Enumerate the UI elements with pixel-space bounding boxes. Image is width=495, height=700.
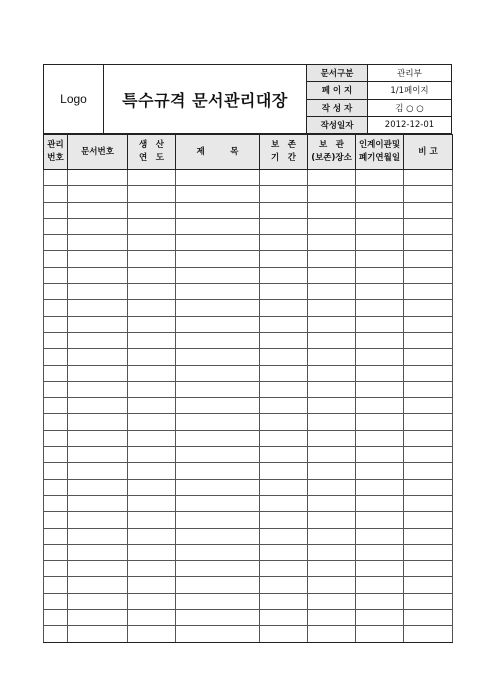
table-cell[interactable] bbox=[176, 267, 260, 283]
table-cell[interactable] bbox=[260, 577, 308, 593]
table-cell[interactable] bbox=[176, 398, 260, 414]
table-row bbox=[44, 170, 453, 186]
table-header-row bbox=[44, 135, 453, 170]
table-cell[interactable] bbox=[404, 626, 453, 642]
table-cell[interactable] bbox=[356, 349, 404, 365]
table-cell[interactable] bbox=[128, 267, 176, 283]
column-header-year: 생 산 연 도 bbox=[128, 135, 176, 170]
table-cell[interactable] bbox=[44, 381, 68, 397]
table-cell[interactable] bbox=[68, 316, 128, 332]
table-cell[interactable] bbox=[260, 528, 308, 544]
table-cell[interactable] bbox=[356, 251, 404, 267]
register-table bbox=[43, 134, 453, 643]
table-row bbox=[44, 610, 453, 626]
table-cell[interactable] bbox=[260, 479, 308, 495]
table-row bbox=[44, 463, 453, 479]
table-cell[interactable] bbox=[128, 626, 176, 642]
table-row bbox=[44, 300, 453, 316]
table-cell[interactable] bbox=[308, 495, 356, 511]
meta-label: 문서구분 bbox=[307, 65, 368, 81]
table-row bbox=[44, 430, 453, 446]
table-cell[interactable] bbox=[176, 463, 260, 479]
column-header-remarks: 비 고 bbox=[404, 135, 453, 170]
table-cell[interactable] bbox=[260, 251, 308, 267]
table-cell[interactable] bbox=[68, 300, 128, 316]
table-cell[interactable] bbox=[308, 398, 356, 414]
column-header-title: 제 목 bbox=[176, 135, 260, 170]
table-row bbox=[44, 512, 453, 528]
table-cell[interactable] bbox=[128, 365, 176, 381]
table-cell[interactable] bbox=[356, 332, 404, 348]
table-body bbox=[44, 170, 453, 643]
table-cell[interactable] bbox=[404, 251, 453, 267]
table-cell[interactable] bbox=[356, 528, 404, 544]
table-cell[interactable] bbox=[68, 332, 128, 348]
table-cell[interactable] bbox=[308, 626, 356, 642]
table-cell[interactable] bbox=[260, 186, 308, 202]
table-cell[interactable] bbox=[356, 316, 404, 332]
table-cell[interactable] bbox=[260, 365, 308, 381]
table-row bbox=[44, 593, 453, 609]
table-cell[interactable] bbox=[128, 251, 176, 267]
table-cell[interactable] bbox=[44, 267, 68, 283]
table-cell[interactable] bbox=[44, 186, 68, 202]
table-cell[interactable] bbox=[404, 332, 453, 348]
table-cell[interactable] bbox=[356, 300, 404, 316]
table-cell[interactable] bbox=[68, 593, 128, 609]
document-header bbox=[43, 64, 452, 134]
table-cell[interactable] bbox=[128, 447, 176, 463]
table-cell[interactable] bbox=[356, 430, 404, 446]
table-cell[interactable] bbox=[308, 544, 356, 560]
table-cell[interactable] bbox=[128, 463, 176, 479]
table-cell[interactable] bbox=[128, 593, 176, 609]
table-cell[interactable] bbox=[308, 218, 356, 234]
table-cell[interactable] bbox=[356, 365, 404, 381]
table-cell[interactable] bbox=[404, 218, 453, 234]
table-cell[interactable] bbox=[176, 495, 260, 511]
table-cell[interactable] bbox=[68, 479, 128, 495]
table-cell[interactable] bbox=[44, 528, 68, 544]
table-cell[interactable] bbox=[44, 610, 68, 626]
table-cell[interactable] bbox=[128, 544, 176, 560]
table-cell[interactable] bbox=[308, 235, 356, 251]
table-cell[interactable] bbox=[68, 414, 128, 430]
table-cell[interactable] bbox=[308, 463, 356, 479]
table-cell[interactable] bbox=[404, 495, 453, 511]
table-cell[interactable] bbox=[404, 593, 453, 609]
table-cell[interactable] bbox=[356, 267, 404, 283]
table-cell[interactable] bbox=[68, 463, 128, 479]
table-cell[interactable] bbox=[176, 430, 260, 446]
table-cell[interactable] bbox=[176, 593, 260, 609]
table-cell[interactable] bbox=[68, 349, 128, 365]
table-cell[interactable] bbox=[128, 332, 176, 348]
table-cell[interactable] bbox=[68, 398, 128, 414]
table-cell[interactable] bbox=[128, 495, 176, 511]
table-cell[interactable] bbox=[128, 202, 176, 218]
table-cell[interactable] bbox=[44, 593, 68, 609]
table-cell[interactable] bbox=[260, 300, 308, 316]
table-cell[interactable] bbox=[404, 414, 453, 430]
meta-value: 김 ○ ○ bbox=[395, 103, 424, 114]
table-cell[interactable] bbox=[404, 300, 453, 316]
table-cell[interactable] bbox=[308, 316, 356, 332]
table-cell[interactable] bbox=[404, 365, 453, 381]
table-cell[interactable] bbox=[260, 398, 308, 414]
table-cell[interactable] bbox=[356, 235, 404, 251]
table-row bbox=[44, 561, 453, 577]
table-cell[interactable] bbox=[356, 561, 404, 577]
table-cell[interactable] bbox=[44, 170, 68, 186]
table-row bbox=[44, 251, 453, 267]
table-cell[interactable] bbox=[128, 561, 176, 577]
table-cell[interactable] bbox=[176, 479, 260, 495]
table-cell[interactable] bbox=[68, 284, 128, 300]
table-cell[interactable] bbox=[44, 251, 68, 267]
table-row bbox=[44, 495, 453, 511]
table-cell[interactable] bbox=[404, 577, 453, 593]
table-cell[interactable] bbox=[68, 202, 128, 218]
table-cell[interactable] bbox=[176, 528, 260, 544]
table-row bbox=[44, 267, 453, 283]
table-cell[interactable] bbox=[44, 218, 68, 234]
table-cell[interactable] bbox=[44, 544, 68, 560]
table-row bbox=[44, 626, 453, 642]
table-row bbox=[44, 365, 453, 381]
meta-value: 2012-12-01 bbox=[384, 119, 435, 130]
table-cell[interactable] bbox=[404, 561, 453, 577]
table-cell[interactable] bbox=[404, 381, 453, 397]
table-cell[interactable] bbox=[44, 577, 68, 593]
table-cell[interactable] bbox=[44, 284, 68, 300]
table-cell[interactable] bbox=[68, 170, 128, 186]
table-row bbox=[44, 479, 453, 495]
table-cell[interactable] bbox=[68, 430, 128, 446]
table-cell[interactable] bbox=[356, 170, 404, 186]
table-cell[interactable] bbox=[176, 512, 260, 528]
table-cell[interactable] bbox=[404, 398, 453, 414]
document-title: 특수규격 문서관리대장 bbox=[104, 65, 307, 133]
table-cell[interactable] bbox=[260, 463, 308, 479]
meta-row-author bbox=[307, 100, 451, 117]
table-cell[interactable] bbox=[308, 528, 356, 544]
table-cell[interactable] bbox=[404, 544, 453, 560]
table-cell[interactable] bbox=[176, 365, 260, 381]
table-cell[interactable] bbox=[68, 218, 128, 234]
table-cell[interactable] bbox=[44, 495, 68, 511]
table-cell[interactable] bbox=[68, 365, 128, 381]
table-cell[interactable] bbox=[68, 577, 128, 593]
table-cell[interactable] bbox=[128, 610, 176, 626]
table-cell[interactable] bbox=[176, 251, 260, 267]
table-cell[interactable] bbox=[176, 300, 260, 316]
table-row bbox=[44, 528, 453, 544]
table-cell[interactable] bbox=[260, 284, 308, 300]
table-cell[interactable] bbox=[128, 284, 176, 300]
logo: Logo bbox=[44, 65, 104, 133]
table-cell[interactable] bbox=[68, 235, 128, 251]
column-header-id: 관리 번호 bbox=[44, 135, 68, 170]
table-cell[interactable] bbox=[356, 479, 404, 495]
table-cell[interactable] bbox=[356, 577, 404, 593]
table-cell[interactable] bbox=[68, 447, 128, 463]
table-cell[interactable] bbox=[44, 463, 68, 479]
table-cell[interactable] bbox=[308, 430, 356, 446]
meta-label: 작 성 자 bbox=[307, 100, 368, 116]
table-cell[interactable] bbox=[44, 332, 68, 348]
table-cell[interactable] bbox=[260, 316, 308, 332]
table-cell[interactable] bbox=[356, 544, 404, 560]
table-cell[interactable] bbox=[128, 479, 176, 495]
table-cell[interactable] bbox=[260, 218, 308, 234]
table-row bbox=[44, 218, 453, 234]
table-cell[interactable] bbox=[404, 430, 453, 446]
table-cell[interactable] bbox=[128, 528, 176, 544]
table-cell[interactable] bbox=[260, 430, 308, 446]
table-row bbox=[44, 316, 453, 332]
table-cell[interactable] bbox=[260, 626, 308, 642]
column-header-doc-number: 문서번호 bbox=[68, 135, 128, 170]
table-cell[interactable] bbox=[176, 332, 260, 348]
table-cell[interactable] bbox=[404, 284, 453, 300]
table-cell[interactable] bbox=[176, 626, 260, 642]
column-header-retention: 보 존 기 간 bbox=[260, 135, 308, 170]
table-cell[interactable] bbox=[176, 170, 260, 186]
table-cell[interactable] bbox=[308, 610, 356, 626]
table-cell[interactable] bbox=[68, 381, 128, 397]
table-cell[interactable] bbox=[68, 544, 128, 560]
table-cell[interactable] bbox=[44, 414, 68, 430]
meta-value: 관리부 bbox=[397, 69, 422, 80]
table-cell[interactable] bbox=[176, 381, 260, 397]
table-row bbox=[44, 381, 453, 397]
table-cell[interactable] bbox=[404, 316, 453, 332]
table-cell[interactable] bbox=[68, 186, 128, 202]
table-cell[interactable] bbox=[356, 447, 404, 463]
table-cell[interactable] bbox=[44, 349, 68, 365]
table-cell[interactable] bbox=[308, 267, 356, 283]
table-cell[interactable] bbox=[404, 235, 453, 251]
table-cell[interactable] bbox=[260, 349, 308, 365]
table-cell[interactable] bbox=[176, 202, 260, 218]
table-cell[interactable] bbox=[260, 267, 308, 283]
table-cell[interactable] bbox=[128, 170, 176, 186]
table-cell[interactable] bbox=[44, 202, 68, 218]
table-cell[interactable] bbox=[44, 512, 68, 528]
table-row bbox=[44, 447, 453, 463]
table-cell[interactable] bbox=[404, 202, 453, 218]
table-cell[interactable] bbox=[308, 284, 356, 300]
table-cell[interactable] bbox=[260, 381, 308, 397]
table-cell[interactable] bbox=[356, 414, 404, 430]
meta-label: 페 이 지 bbox=[307, 82, 368, 98]
table-cell[interactable] bbox=[44, 447, 68, 463]
meta-row-category bbox=[307, 65, 451, 82]
meta-label: 작성일자 bbox=[307, 117, 368, 133]
table-cell[interactable] bbox=[356, 202, 404, 218]
table-cell[interactable] bbox=[44, 316, 68, 332]
table-cell[interactable] bbox=[44, 626, 68, 642]
table-cell[interactable] bbox=[176, 186, 260, 202]
table-cell[interactable] bbox=[44, 561, 68, 577]
table-row bbox=[44, 398, 453, 414]
table-cell[interactable] bbox=[176, 577, 260, 593]
table-cell[interactable] bbox=[308, 512, 356, 528]
table-cell[interactable] bbox=[260, 202, 308, 218]
table-cell[interactable] bbox=[308, 186, 356, 202]
table-cell[interactable] bbox=[176, 447, 260, 463]
table-cell[interactable] bbox=[44, 479, 68, 495]
table-cell[interactable] bbox=[176, 218, 260, 234]
table-cell[interactable] bbox=[404, 186, 453, 202]
table-cell[interactable] bbox=[404, 349, 453, 365]
table-row bbox=[44, 332, 453, 348]
table-cell[interactable] bbox=[260, 512, 308, 528]
table-cell[interactable] bbox=[128, 186, 176, 202]
table-row bbox=[44, 235, 453, 251]
table-cell[interactable] bbox=[176, 610, 260, 626]
table-cell[interactable] bbox=[356, 186, 404, 202]
table-cell[interactable] bbox=[68, 561, 128, 577]
table-cell[interactable] bbox=[308, 202, 356, 218]
table-cell[interactable] bbox=[260, 610, 308, 626]
table-row bbox=[44, 349, 453, 365]
table-cell[interactable] bbox=[404, 610, 453, 626]
table-cell[interactable] bbox=[308, 349, 356, 365]
table-cell[interactable] bbox=[260, 495, 308, 511]
table-cell[interactable] bbox=[308, 414, 356, 430]
table-cell[interactable] bbox=[308, 300, 356, 316]
table-cell[interactable] bbox=[128, 577, 176, 593]
table-cell[interactable] bbox=[128, 316, 176, 332]
table-cell[interactable] bbox=[260, 235, 308, 251]
table-cell[interactable] bbox=[176, 414, 260, 430]
table-cell[interactable] bbox=[356, 398, 404, 414]
table-row bbox=[44, 414, 453, 430]
table-cell[interactable] bbox=[260, 593, 308, 609]
table-cell[interactable] bbox=[128, 512, 176, 528]
table-cell[interactable] bbox=[356, 495, 404, 511]
table-cell[interactable] bbox=[308, 251, 356, 267]
meta-value: 1/1페이지 bbox=[390, 86, 429, 97]
table-cell[interactable] bbox=[308, 577, 356, 593]
table-cell[interactable] bbox=[68, 512, 128, 528]
table-cell[interactable] bbox=[260, 561, 308, 577]
table-cell[interactable] bbox=[356, 218, 404, 234]
table-cell[interactable] bbox=[128, 381, 176, 397]
table-cell[interactable] bbox=[176, 316, 260, 332]
table-cell[interactable] bbox=[308, 593, 356, 609]
table-cell[interactable] bbox=[128, 300, 176, 316]
table-cell[interactable] bbox=[176, 349, 260, 365]
table-cell[interactable] bbox=[356, 284, 404, 300]
table-cell[interactable] bbox=[128, 414, 176, 430]
table-cell[interactable] bbox=[404, 170, 453, 186]
table-cell[interactable] bbox=[68, 495, 128, 511]
table-cell[interactable] bbox=[308, 381, 356, 397]
table-cell[interactable] bbox=[128, 398, 176, 414]
table-cell[interactable] bbox=[68, 528, 128, 544]
table-cell[interactable] bbox=[356, 463, 404, 479]
table-cell[interactable] bbox=[68, 626, 128, 642]
table-cell[interactable] bbox=[308, 479, 356, 495]
table-cell[interactable] bbox=[356, 610, 404, 626]
table-row bbox=[44, 544, 453, 560]
table-cell[interactable] bbox=[44, 235, 68, 251]
table-row bbox=[44, 202, 453, 218]
table-cell[interactable] bbox=[404, 463, 453, 479]
table-cell[interactable] bbox=[176, 235, 260, 251]
table-cell[interactable] bbox=[356, 593, 404, 609]
table-cell[interactable] bbox=[356, 381, 404, 397]
table-row bbox=[44, 577, 453, 593]
table-cell[interactable] bbox=[260, 170, 308, 186]
table-cell[interactable] bbox=[404, 479, 453, 495]
meta-row-page bbox=[307, 82, 451, 99]
table-row bbox=[44, 284, 453, 300]
table-cell[interactable] bbox=[44, 300, 68, 316]
table-cell[interactable] bbox=[308, 332, 356, 348]
table-cell[interactable] bbox=[308, 561, 356, 577]
table-cell[interactable] bbox=[260, 414, 308, 430]
table-cell[interactable] bbox=[176, 284, 260, 300]
table-cell[interactable] bbox=[128, 235, 176, 251]
table-cell[interactable] bbox=[308, 447, 356, 463]
table-cell[interactable] bbox=[260, 544, 308, 560]
table-cell[interactable] bbox=[68, 251, 128, 267]
table-cell[interactable] bbox=[44, 398, 68, 414]
document-sheet bbox=[43, 64, 452, 643]
table-cell[interactable] bbox=[176, 544, 260, 560]
table-row bbox=[44, 186, 453, 202]
table-cell[interactable] bbox=[44, 365, 68, 381]
table-cell[interactable] bbox=[260, 332, 308, 348]
table-cell[interactable] bbox=[404, 528, 453, 544]
table-cell[interactable] bbox=[404, 512, 453, 528]
table-cell[interactable] bbox=[176, 561, 260, 577]
column-header-location: 보 관 (보존)장소 bbox=[308, 135, 356, 170]
table-cell[interactable] bbox=[308, 170, 356, 186]
table-cell[interactable] bbox=[404, 447, 453, 463]
table-cell[interactable] bbox=[404, 267, 453, 283]
table-cell[interactable] bbox=[68, 267, 128, 283]
table-cell[interactable] bbox=[356, 512, 404, 528]
table-cell[interactable] bbox=[128, 349, 176, 365]
table-cell[interactable] bbox=[260, 447, 308, 463]
table-cell[interactable] bbox=[308, 365, 356, 381]
meta-box bbox=[307, 65, 451, 133]
table-cell[interactable] bbox=[44, 430, 68, 446]
table-cell[interactable] bbox=[128, 430, 176, 446]
table-cell[interactable] bbox=[356, 626, 404, 642]
table-cell[interactable] bbox=[128, 218, 176, 234]
column-header-transfer-date: 인계이관및 폐기연월일 bbox=[356, 135, 404, 170]
table-cell[interactable] bbox=[68, 610, 128, 626]
meta-row-date bbox=[307, 117, 451, 133]
